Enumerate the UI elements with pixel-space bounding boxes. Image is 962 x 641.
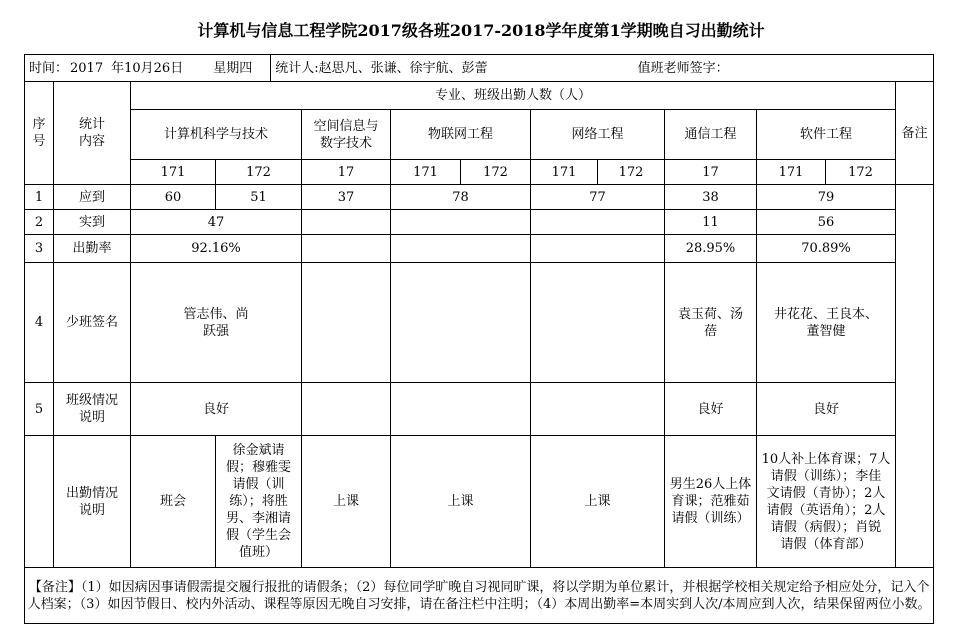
major-computer-science: 计算机科学与技术 — [131, 110, 302, 160]
class-code: 172 — [461, 160, 531, 185]
cell-empty — [531, 210, 665, 235]
cell-value: 47 — [131, 210, 302, 235]
row-label: 出勤情况 说明 — [54, 436, 131, 568]
class-code: 171 — [391, 160, 461, 185]
cell-value: 班会 — [131, 436, 216, 568]
cell-value: 上课 — [531, 436, 665, 568]
cell-value: 92.16% — [131, 235, 302, 263]
cell-value: 77 — [531, 185, 665, 210]
row-seq: 4 — [25, 263, 54, 383]
cell-empty — [531, 383, 665, 436]
cell-value: 79 — [757, 185, 896, 210]
teacher-signature-label: 值班老师签字： — [637, 60, 729, 76]
row-seq-empty — [25, 436, 54, 568]
table-row — [25, 185, 934, 210]
row-seq: 5 — [25, 383, 54, 436]
weekday-value: 星期四 — [213, 60, 253, 76]
footnote: 【备注】（1）如因病因事请假需提交履行报批的请假条；（2）每位同学旷晚自习视同旷课，将以学期为单位累计，并根据学校相关规定给予相应处分，记入个人档案；（3）如因节假日、校内外活动、课程等原因无晚自习安排，请在备注栏中注明；（4）本周出勤率=本周实到人次/本周应到人次，结果保留两位小数。 — [25, 568, 934, 624]
cell-empty — [391, 235, 531, 263]
row-label: 实到 — [54, 210, 131, 235]
major-iot: 物联网工程 — [391, 110, 531, 160]
year-value: 2017 — [70, 60, 104, 76]
table-row — [25, 263, 934, 383]
row-seq: 1 — [25, 185, 54, 210]
footnote-row — [25, 568, 934, 624]
cell-value: 上课 — [391, 436, 531, 568]
cell-empty — [302, 383, 391, 436]
cell-value: 37 — [302, 185, 391, 210]
page-title: 计算机与信息工程学院2017级各班2017-2018学年度第1学期晚自习出勤统计 — [197, 21, 765, 40]
class-code: 171 — [531, 160, 598, 185]
cell-value: 良好 — [131, 383, 302, 436]
cell-value: 男生26人上体 育课；范雅茹 请假（训练） — [665, 436, 757, 568]
major-software: 软件工程 — [757, 110, 896, 160]
cell-value: 51 — [216, 185, 302, 210]
cell-empty — [302, 235, 391, 263]
cell-value: 管志伟、尚 跃强 — [131, 263, 302, 383]
cell-value: 11 — [665, 210, 757, 235]
cell-value: 60 — [131, 185, 216, 210]
class-code: 172 — [598, 160, 665, 185]
header-seq: 序号 — [25, 82, 54, 185]
class-code: 172 — [826, 160, 896, 185]
row-label: 应到 — [54, 185, 131, 210]
info-row — [25, 55, 934, 82]
cell-value: 袁玉荷、汤 蓓 — [665, 263, 757, 383]
major-communication: 通信工程 — [665, 110, 757, 160]
cell-value: 良好 — [757, 383, 896, 436]
table-row — [25, 210, 934, 235]
remark-cell — [896, 185, 934, 568]
class-code: 17 — [665, 160, 757, 185]
cell-value: 28.95% — [665, 235, 757, 263]
table-row — [25, 383, 934, 436]
cell-value: 78 — [391, 185, 531, 210]
cell-empty — [391, 263, 531, 383]
header-content: 统计 内容 — [54, 82, 131, 185]
cell-empty — [391, 210, 531, 235]
stats-people: 统计人:赵思凡、张谦、徐宇航、彭蕾 — [275, 60, 488, 76]
row-label: 班级情况 说明 — [54, 383, 131, 436]
cell-value: 井花花、王良本、 董智健 — [757, 263, 896, 383]
major-spatial-info: 空间信息与 数字技术 — [302, 110, 391, 160]
class-code: 172 — [216, 160, 302, 185]
class-code: 171 — [757, 160, 826, 185]
major-network: 网络工程 — [531, 110, 665, 160]
row-seq: 2 — [25, 210, 54, 235]
cell-value: 10人补上体育课；7人 请假（训练）；李佳 文请假（青协）；2人 请假（英语角）；2人 请假（病假）；肖锐 请假（体育部） — [757, 436, 896, 568]
cell-empty — [531, 235, 665, 263]
table-row — [25, 235, 934, 263]
table-row — [25, 436, 934, 568]
cell-value: 70.89% — [757, 235, 896, 263]
cell-empty — [531, 263, 665, 383]
cell-empty — [391, 383, 531, 436]
date-value: 年10月26日 — [111, 60, 184, 76]
class-code: 17 — [302, 160, 391, 185]
info-divider — [270, 55, 271, 81]
class-code: 171 — [131, 160, 216, 185]
row-seq: 3 — [25, 235, 54, 263]
time-label: 时间： — [29, 60, 69, 76]
row-label: 少班签名 — [54, 263, 131, 383]
cell-value: 良好 — [665, 383, 757, 436]
cell-value: 上课 — [302, 436, 391, 568]
cell-value: 38 — [665, 185, 757, 210]
header-group: 专业、班级出勤人数（人） — [131, 82, 896, 110]
attendance-table — [24, 54, 934, 624]
header-remark: 备注 — [896, 82, 934, 185]
row-label: 出勤率 — [54, 235, 131, 263]
cell-empty — [302, 210, 391, 235]
cell-value: 56 — [757, 210, 896, 235]
cell-value: 徐金斌请 假；穆雅雯 请假（训 练）；将胜 男、李湘请 假（学生会 值班） — [216, 436, 302, 568]
cell-empty — [302, 263, 391, 383]
